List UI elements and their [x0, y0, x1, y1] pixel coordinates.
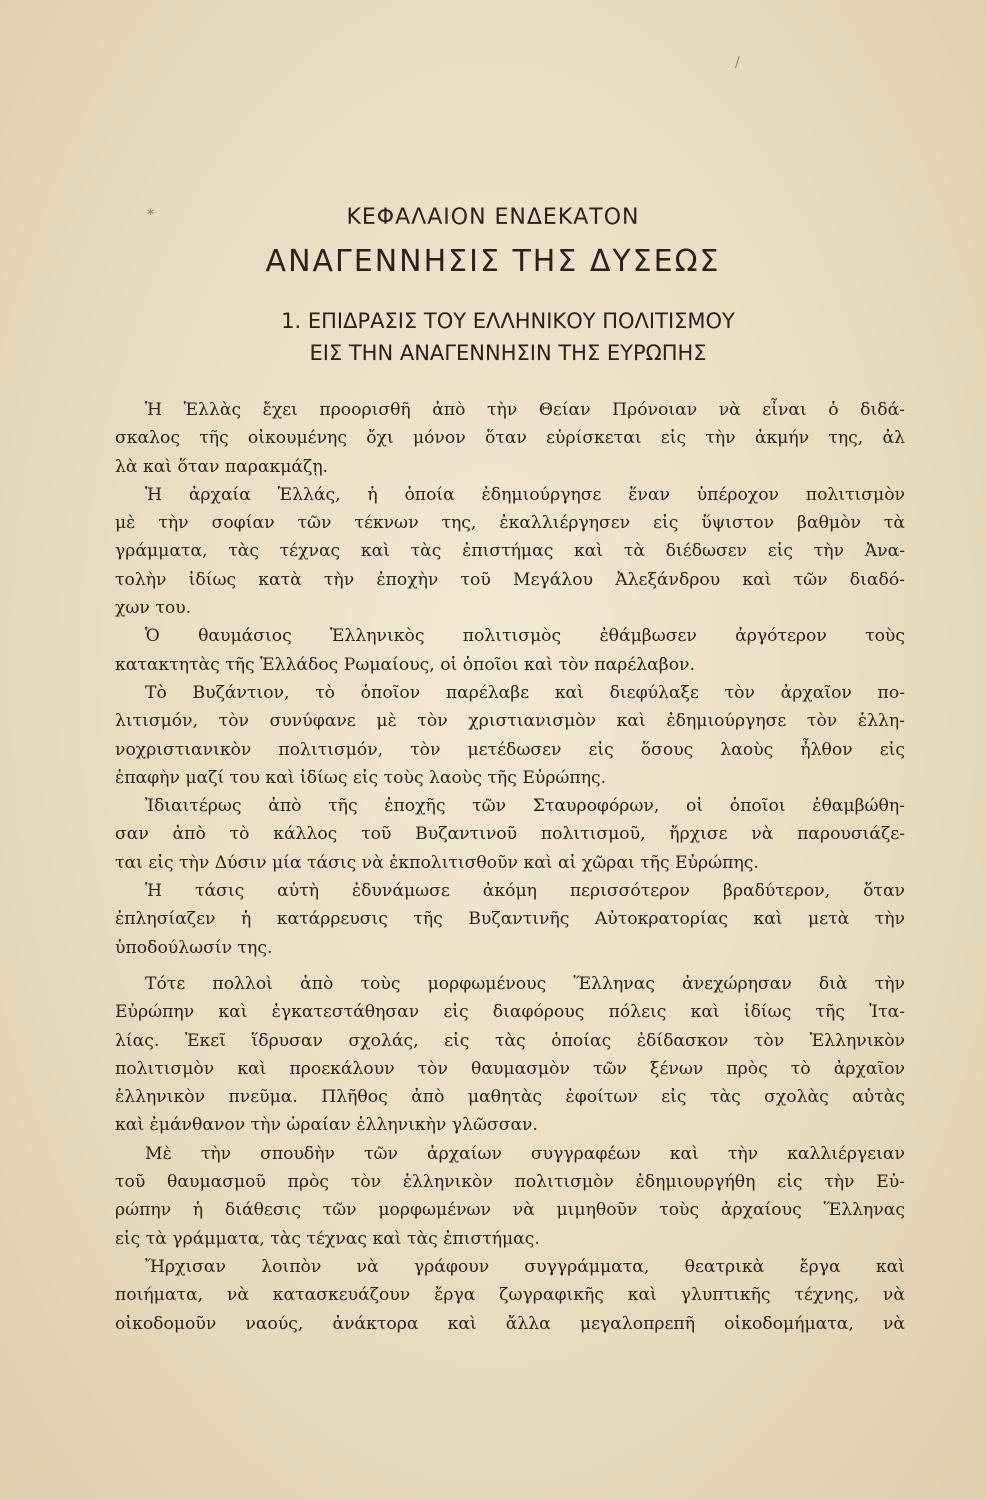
margin-tick-mark: / [735, 55, 740, 71]
text-line: Ἡ τάσις αὐτὴ ἐδυνάμωσε ἀκόμη περισσότερον βραδύτερον, ὅταν [145, 881, 905, 902]
text-line: Ἤρχισαν λοιπὸν νὰ γράφουν συγγράμματα, θεατρικὰ ἔργα καὶ [145, 1256, 905, 1277]
text-line: λίας. Ἐκεῖ ἵδρυσαν σχολάς, εἰς τὰς ὁποίας ἐδίδασκον τὸν Ἑλληνικὸν [115, 1030, 905, 1051]
text-line: ποιήματα, νὰ κατασκευάζουν ἔργα ζωγραφικῆς καὶ γλυπτικῆς τέχνης, νὰ [115, 1285, 905, 1306]
paragraph [115, 481, 905, 622]
text-line: ται εἰς τὴν Δύσιν μία τάσις νὰ ἐκπολιτισθοῦν καὶ αἱ χῶραι τῆς Εὐρώπης. [115, 852, 759, 873]
chapter-title: ΑΝΑΓΕΝΝΗΣΙΣ ΤΗΣ ΔΥΣΕΩΣ [265, 244, 721, 279]
text-line: Τότε πολλοὶ ἀπὸ τοὺς μορφωμένους Ἕλληνας ἀνεχώρησαν διὰ τὴν [145, 973, 905, 994]
text-line: μὲ τὴν σοφίαν τῶν τέκνων της, ἐκαλλιέργησεν εἰς ὕψιστον βαθμὸν τὰ [115, 513, 905, 534]
text-line: σαν ἀπὸ τὸ κάλλος τοῦ Βυζαντινοῦ πολιτισμοῦ, ἤρχισε νὰ παρουσιάζε- [115, 824, 905, 845]
section-title [0, 305, 986, 369]
paragraph [115, 679, 905, 792]
text-line: λὰ καὶ ὅταν παρακμάζῃ. [115, 456, 329, 477]
text-line: Ἡ ἀρχαία Ἑλλάς, ἡ ὁποία ἐδημιούργησε ἕναν ὑπέροχον πολιτισμὸν [145, 484, 905, 505]
text-line: Ἡ Ἑλλὰς ἔχει προορισθῆ ἀπὸ τὴν Θείαν Πρόνοιαν νὰ εἶναι ὁ διδά- [145, 400, 905, 420]
text-line: Εὐρώπην καὶ ἐγκατεστάθησαν εἰς διαφόρους πόλεις καὶ ἰδίως τῆς Ἰτα- [115, 1002, 905, 1023]
paragraph [115, 1253, 905, 1338]
text-line: εἰς τὰ γράμματα, τὰς τέχνας καὶ τὰς ἐπιστήμας. [115, 1228, 540, 1249]
text-line: Ἰδιαιτέρως ἀπὸ τῆς ἐποχῆς τῶν Σταυροφόρων, οἱ ὁποῖοι ἐθαμβώθη- [145, 796, 905, 817]
margin-mark: * [147, 207, 154, 223]
text-line: Ὁ θαυμάσιος Ἑλληνικὸς πολιτισμὸς ἐθάμβωσεν ἀργότερον τοὺς [145, 626, 905, 647]
text-line: τολὴν ἰδίως κατὰ τὴν ἐποχὴν τοῦ Μεγάλου Ἀλεξάνδρου καὶ τῶν διαδό- [115, 569, 905, 590]
body-text [115, 396, 905, 1338]
text-line: νοχριστιανικὸν πολιτισμόν, τὸν μετέδωσεν εἰς ὅσους λαοὺς ἦλθον εἰς [115, 739, 905, 760]
paragraph [115, 1140, 905, 1253]
chapter-label: ΚΕΦΑΛΑΙΟΝ ΕΝΔΕΚΑΤΟΝ [346, 205, 640, 230]
text-line: κατακτητὰς τῆς Ἑλλάδος Ρωμαίους, οἱ ὁποῖοι καὶ τὸν παρέλαβον. [115, 654, 695, 675]
text-line: ρώπην ἡ διάθεσις τῶν μορφωμένων νὰ μιμηθοῦν τοὺς ἀρχαίους Ἕλληνας [115, 1200, 905, 1221]
text-line: τοῦ θαυμασμοῦ πρὸς τὸν ἑλληνικὸν πολιτισμὸν ἐδημιουργήθη εἰς τὴν Εὐ- [115, 1172, 905, 1193]
paragraph [115, 970, 905, 1140]
text-line: Μὲ τὴν σπουδὴν τῶν ἀρχαίων συγγραφέων καὶ τὴν καλλιέργειαν [145, 1143, 905, 1164]
text-line: ἐπλησίαζεν ἡ κατάρρευσις τῆς Βυζαντινῆς Αὐτοκρατορίας καὶ μετὰ τὴν [115, 909, 905, 930]
text-line: οἰκοδομοῦν ναούς, ἀνάκτορα καὶ ἄλλα μεγαλοπρεπῆ οἰκοδομήματα, νὰ [115, 1313, 905, 1334]
text-line: ἐπαφὴν μαζί του καὶ ἰδίως εἰς τοὺς λαοὺς τῆς Εὐρώπης. [115, 767, 607, 788]
paragraph [115, 622, 905, 679]
paragraph [115, 792, 905, 877]
text-line: ὑποδούλωσίν της. [115, 937, 273, 958]
text-line: καὶ ἐμάνθανον τὴν ὡραίαν ἑλληνικὴν γλῶσσαν. [115, 1115, 538, 1136]
paragraph [115, 877, 905, 962]
text-line: πολιτισμὸν καὶ προεκάλουν τὸν θαυμασμὸν τῶν ξένων πρὸς τὸ ἀρχαῖον [115, 1058, 905, 1079]
text-line: γράμματα, τὰς τέχνας καὶ τὰς ἐπιστήμας καὶ τὰ διέδωσεν εἰς τὴν Ἀνα- [115, 541, 905, 562]
paragraph-gap [115, 962, 905, 970]
paragraph [115, 396, 905, 481]
section-title-line-2: ΕΙΣ ΤΗΝ ΑΝΑΓΕΝΝΗΣΙΝ ΤΗΣ ΕΥΡΩΠΗΣ [309, 341, 707, 365]
text-line: λιτισμόν, τὸν συνύφανε μὲ τὸν χριστιανισμὸν καὶ ἐδημιούργησε τὸν ἑλλη- [115, 711, 905, 732]
text-line: σκαλος τῆς οἰκουμένης ὄχι μόνον ὅταν εὑρίσκεται εἰς τὴν ἀκμήν της, ἀλ [115, 428, 905, 449]
text-line: Τὸ Βυζάντιον, τὸ ὁποῖον παρέλαβε καὶ διεφύλαξε τὸν ἀρχαῖον πο- [145, 682, 905, 703]
text-line: χων του. [115, 598, 192, 619]
section-title-line-1: 1. ΕΠΙΔΡΑΣΙΣ ΤΟΥ ΕΛΛΗΝΙΚΟΥ ΠΟΛΙΤΙΣΜΟΥ [281, 309, 735, 333]
text-line: ἑλληνικὸν πνεῦμα. Πλῆθος ἀπὸ μαθητὰς ἐφοίτων εἰς τὰς σχολὰς αὐτὰς [115, 1087, 905, 1108]
